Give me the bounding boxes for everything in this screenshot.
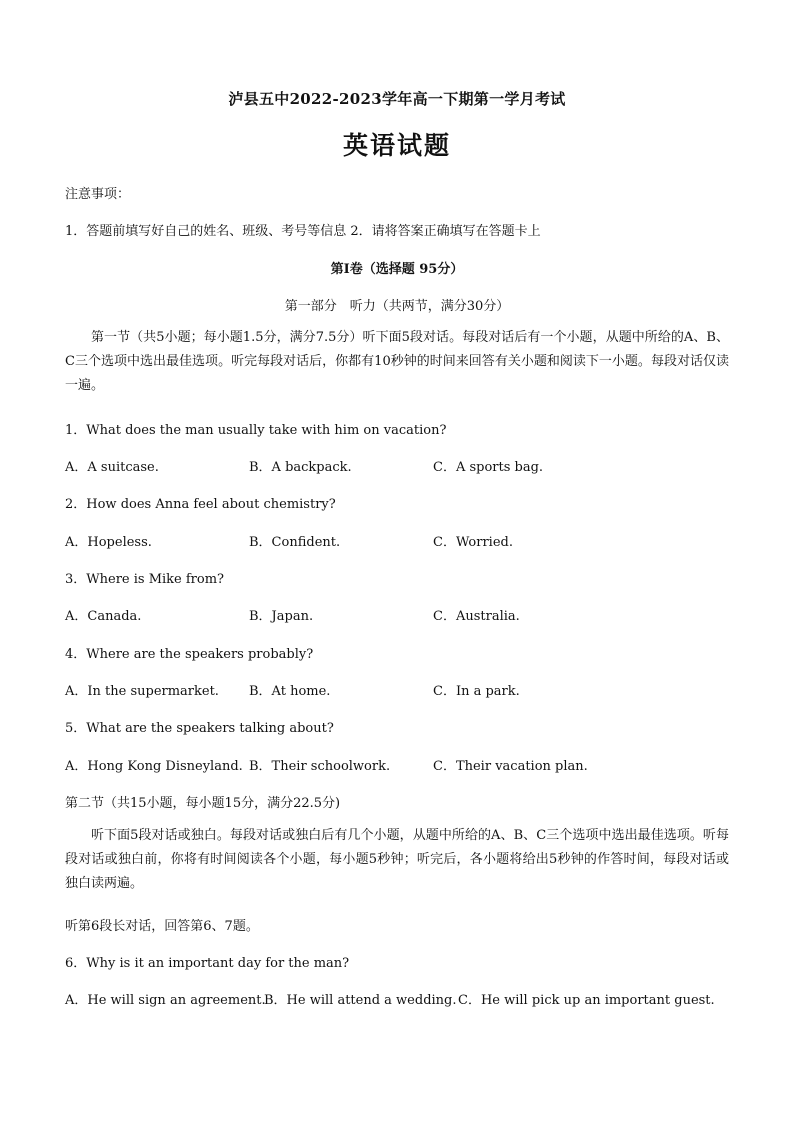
section2-instructions: 听下面5段对话或独白。每段对话或独白后有几个小题，从题中所给的A、B、C三个选项中选出最佳选项。听每段对话或独白前，你将有时间阅读各个小题，每小题5秒钟；听完后，各小题将给出5秒钟的作答时间，每段对话或独白读两遍。 (65, 828, 729, 891)
question-stem: 5．What are the speakers talking about? (65, 721, 334, 736)
option-a: A．A suitcase. (65, 460, 159, 475)
section2-title: 第二节（共15小题，每小题15分，满分22.5分) (65, 796, 341, 811)
question-stem: 6．Why is it an important day for the man? (65, 956, 350, 971)
option-b: B．Their schoolwork. (249, 759, 391, 774)
question-stem: 1．What does the man usually take with him on vacation? (65, 423, 447, 438)
option-c: C．Worried. (433, 535, 513, 550)
option-a: A．Canada. (65, 609, 142, 624)
section1-instructions: 第一节（共5小题；每小题1.5分，满分7.5分）听下面5段对话。每段对话后有一个小题，从题中所给的A、B、C三个选项中选出最佳选项。听完每段对话后，你都有10秒钟的时间来回答有关小题和阅读下一小题。每段对话仅读一遍。 (65, 330, 729, 393)
question-stem: 2．How does Anna feel about chemistry? (65, 497, 336, 512)
option-c: C．In a park. (433, 684, 520, 699)
dialog6-intro: 听第6段长对话，回答第6、7题。 (65, 919, 259, 934)
option-a: A．In the supermarket. (65, 684, 219, 699)
option-a: A．Hong Kong Disneyland. (65, 759, 243, 774)
notice-heading: 注意事项： (65, 187, 131, 202)
option-a: A．He will sign an agreement. (65, 993, 266, 1008)
option-b: B．Japan. (249, 609, 314, 624)
option-c: C．He will pick up an important guest. (458, 993, 715, 1008)
option-c: C．Their vacation plan. (433, 759, 588, 774)
part1-title: 第一部分 听力（共两节，满分30分） (284, 299, 510, 314)
option-b: B．Confident. (249, 535, 341, 550)
option-c: C．A sports bag. (433, 460, 544, 475)
option-a: A．Hopeless. (65, 535, 152, 550)
option-b: B．A backpack. (249, 460, 352, 475)
option-b: B．He will attend a wedding. (264, 993, 457, 1008)
question-stem: 3．Where is Mike from? (65, 572, 225, 587)
volume-title: 第I卷（选择题 95分） (330, 262, 464, 277)
option-b: B．At home. (249, 684, 331, 699)
option-c: C．Australia. (433, 609, 520, 624)
exam-title: 泸县五中2022-2023学年高一下期第一学月考试 (228, 90, 566, 108)
notice-line: 1．答题前填写好自己的姓名、班级、考号等信息 2．请将答案正确填写在答题卡上 (65, 224, 541, 239)
subject-title: 英语试题 (342, 131, 451, 160)
question-stem: 4．Where are the speakers probably? (65, 647, 314, 662)
